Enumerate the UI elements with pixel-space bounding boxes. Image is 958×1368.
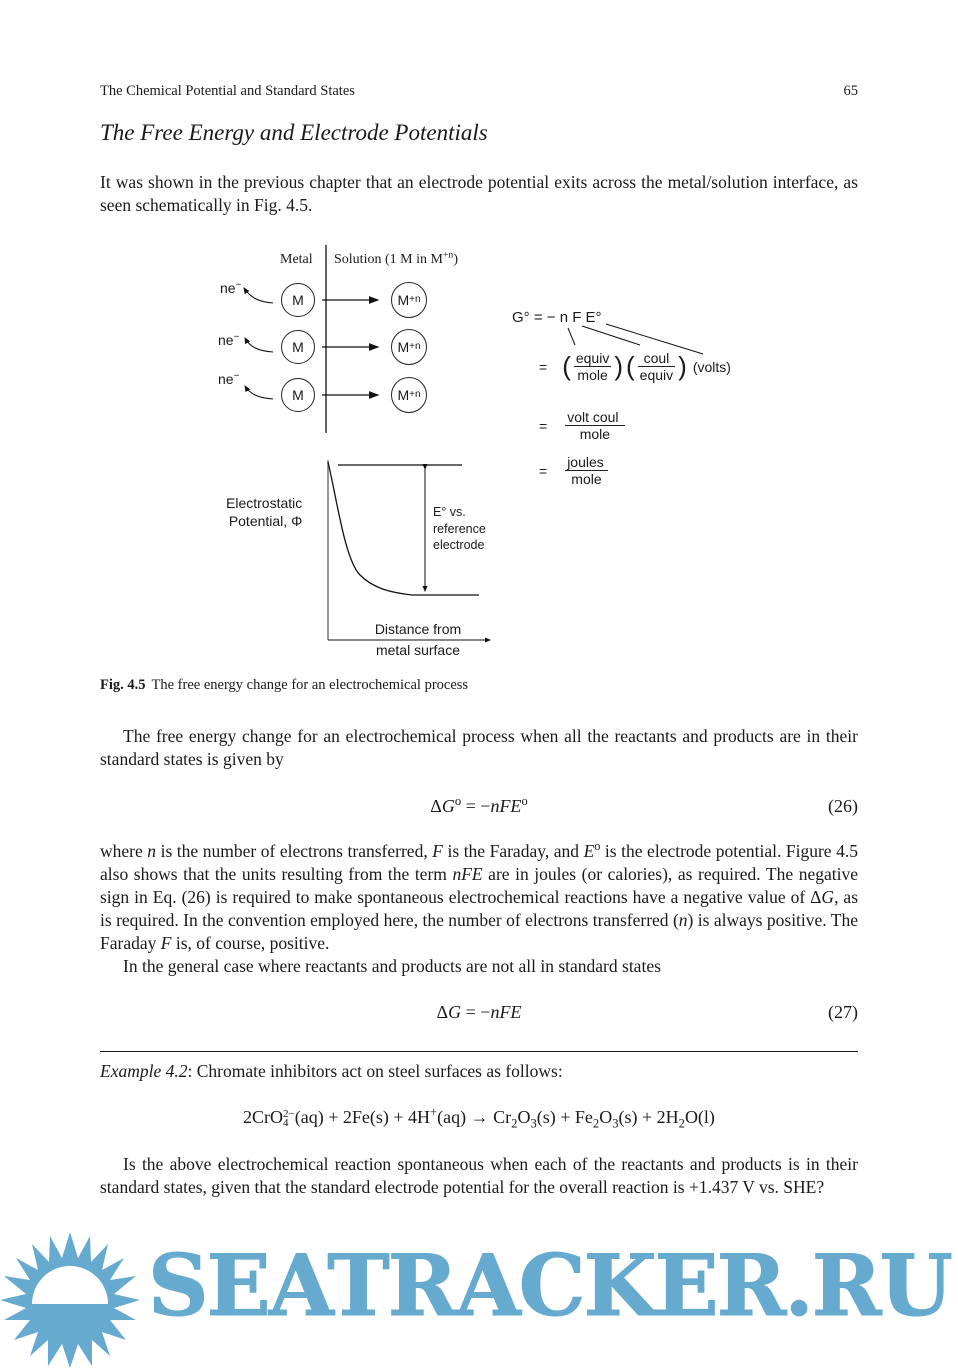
var-n: n bbox=[147, 841, 157, 861]
equals-sign: = bbox=[539, 417, 548, 434]
var-n: n bbox=[678, 910, 688, 930]
ion-2: M +n bbox=[391, 329, 427, 365]
sun-logo-icon bbox=[0, 1226, 145, 1368]
ylabel-line-1: Electrostatic bbox=[226, 495, 303, 511]
ion-text: M bbox=[397, 387, 410, 403]
electron-text: ne bbox=[218, 371, 234, 387]
sup-o: o bbox=[594, 839, 601, 854]
text: is the Faraday, and bbox=[442, 841, 584, 861]
var-G: G bbox=[821, 887, 835, 907]
paren-open: ( bbox=[562, 351, 571, 381]
metal-atom-3: M bbox=[281, 378, 315, 412]
equation-26 bbox=[100, 796, 858, 820]
paren-open: ( bbox=[626, 351, 635, 381]
equation-26-body: $\Delta G^o = -nFE^o$ bbox=[430, 794, 528, 816]
text: is the number of electrons transferred, bbox=[156, 841, 433, 861]
equation-27 bbox=[100, 1002, 858, 1026]
fraction-equiv-mole bbox=[574, 350, 611, 383]
numerator: equiv bbox=[575, 350, 610, 366]
equals-sign: = bbox=[539, 358, 548, 375]
ion-text: M bbox=[397, 339, 410, 355]
text: where bbox=[100, 841, 148, 861]
units-line-2 bbox=[539, 350, 731, 383]
denominator: mole bbox=[579, 426, 611, 442]
electron-sup: − bbox=[233, 331, 240, 343]
electron-label-3 bbox=[218, 371, 239, 387]
section-title: The Free Energy and Electrode Potentials bbox=[100, 120, 488, 145]
paren-close: ) bbox=[614, 351, 623, 381]
electron-label-2 bbox=[218, 332, 239, 348]
example-label: Example 4.2 bbox=[100, 1061, 188, 1081]
page-number: 65 bbox=[843, 83, 858, 99]
electron-text: ne bbox=[218, 332, 234, 348]
example-heading bbox=[100, 1060, 858, 1083]
units-line-1: G° = − n F E° bbox=[512, 309, 602, 326]
plot-annotation bbox=[433, 504, 486, 554]
numerator: volt coul bbox=[565, 409, 624, 426]
metal-atom-1: M bbox=[281, 283, 315, 317]
reaction-equation bbox=[100, 1107, 858, 1133]
solution-label-text: Solution (1 M in M bbox=[334, 252, 443, 267]
fraction-voltcoul-mole bbox=[565, 409, 624, 442]
watermark bbox=[0, 1226, 958, 1368]
text: are in joules (or calories), as required. The negative sign in Eq. (26) is required to make spontaneous electrochemical reactions have a negative value of Δ bbox=[100, 864, 858, 907]
equation-27-number: (27) bbox=[828, 1002, 858, 1022]
ion-3: M +n bbox=[391, 377, 427, 413]
ylabel-line-2: Potential, Φ bbox=[228, 513, 303, 529]
electron-sup: − bbox=[233, 370, 240, 382]
metal-atom-2: M bbox=[281, 330, 315, 364]
var-F: F bbox=[432, 841, 443, 861]
volts-label: (volts) bbox=[692, 358, 731, 375]
text: , as is required. In the convention employed here, the number of electrons transferred ( bbox=[100, 887, 859, 930]
xlabel-line-1: Distance from bbox=[374, 621, 462, 637]
equation-27-body: ΔG = −nFE bbox=[436, 1002, 522, 1022]
intro-paragraph: It was shown in the previous chapter that an electrode potential exits across the metal/solution interface, as seen schematically in Fig. 4.5. bbox=[100, 172, 858, 215]
paragraph-4: Is the above electrochemical reaction spontaneous when each of the reactants and products is in their standard states, given that the standard electrode potential for the overall reaction is +1.437 V vs. SHE? bbox=[100, 1154, 858, 1197]
annotation-line-3: electrode bbox=[433, 538, 485, 552]
watermark-text: SEATRACKER.RU bbox=[148, 1236, 951, 1335]
units-line-3 bbox=[539, 409, 625, 442]
solution-label-sup: +n bbox=[442, 249, 454, 261]
electron-text: ne bbox=[220, 280, 236, 296]
text: ) is always positive. The Faraday bbox=[100, 910, 858, 953]
plot-ylabel bbox=[226, 494, 302, 530]
caption-label: Fig. 4.5 bbox=[100, 677, 146, 693]
var-F: F bbox=[160, 933, 172, 953]
caption-text: The free energy change for an electrochemical process bbox=[151, 677, 469, 693]
electron-sup: − bbox=[235, 279, 242, 291]
numerator: joules bbox=[565, 454, 608, 471]
denominator: equiv bbox=[639, 367, 674, 383]
example-text: : Chromate inhibitors act on steel surfaces as follows: bbox=[187, 1061, 563, 1081]
xlabel-line-2: metal surface bbox=[375, 642, 461, 658]
denominator: mole bbox=[577, 367, 608, 383]
fraction-joules-mole bbox=[565, 454, 608, 487]
var-nFE: nFE bbox=[452, 864, 483, 884]
example-divider bbox=[100, 1051, 858, 1052]
reaction-equation-body: 2CrO 2− 4 $(aq) + 2Fe(s) + 4H^+(aq) \to Cr_2O_3(s) + Fe_2O_3(s) + 2H_2O(l)$ bbox=[243, 1105, 715, 1131]
electron-label-1 bbox=[220, 280, 241, 296]
metal-label: Metal bbox=[280, 252, 313, 267]
paren-close: ) bbox=[678, 351, 687, 381]
paragraph-3: In the general case where reactants and products are not all in standard states bbox=[123, 956, 661, 976]
running-head: The Chemical Potential and Standard States bbox=[100, 83, 355, 99]
equation-26-number: (26) bbox=[828, 796, 858, 816]
units-line-4 bbox=[539, 454, 608, 487]
equals-sign: = bbox=[539, 462, 548, 479]
ion-1: M +n bbox=[391, 282, 427, 318]
text: is, of course, positive. bbox=[171, 933, 330, 953]
figure-caption bbox=[100, 677, 468, 694]
numerator: coul bbox=[638, 350, 675, 367]
ion-text: M bbox=[397, 292, 410, 308]
paragraph-1: The free energy change for an electrochemical process when all the reactants and products are in their standard states is given by bbox=[100, 726, 858, 769]
fraction-coul-equiv bbox=[638, 350, 675, 383]
var-E: E bbox=[583, 841, 595, 861]
denominator: mole bbox=[571, 471, 602, 487]
plot-xlabel bbox=[360, 619, 476, 661]
paragraph-2 bbox=[100, 840, 858, 955]
text: is the electrode potential. Figure 4.5 also shows that the units resulting from the term bbox=[100, 841, 858, 884]
annotation-line-2: reference bbox=[433, 521, 486, 536]
solution-label-close: ) bbox=[453, 252, 459, 267]
annotation-line-1: E° vs. bbox=[433, 505, 466, 519]
